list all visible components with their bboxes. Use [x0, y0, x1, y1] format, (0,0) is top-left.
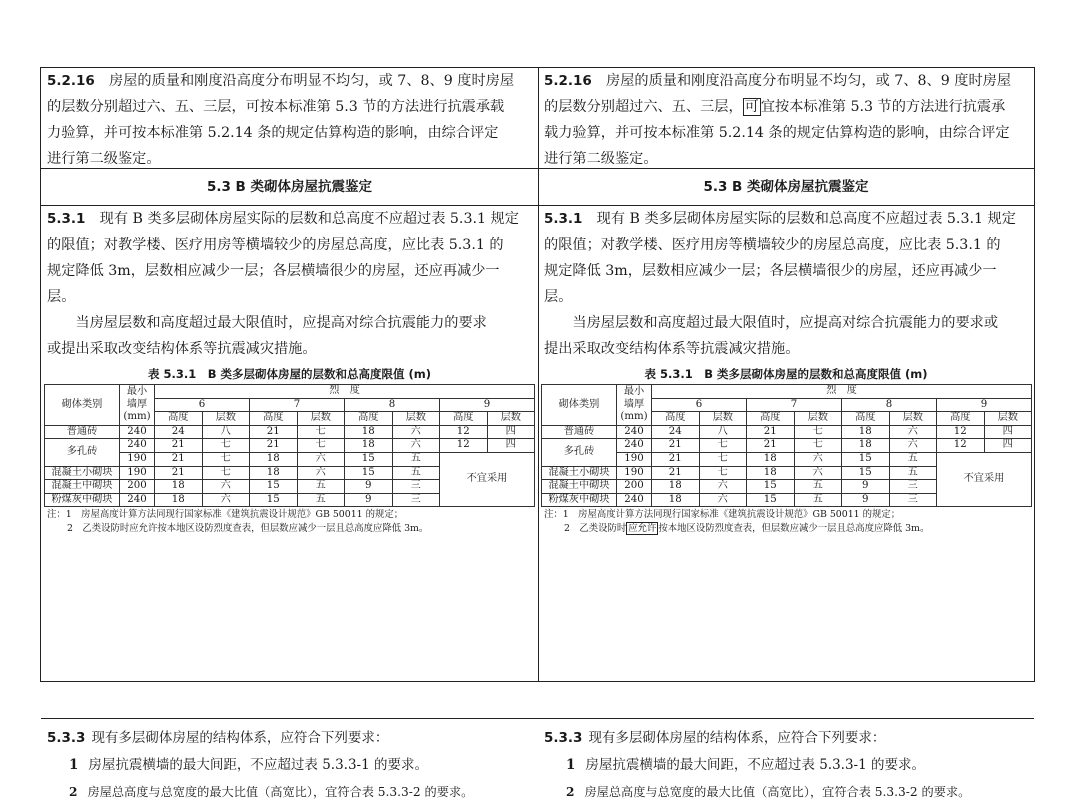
cell: 15	[747, 493, 795, 507]
table-row	[45, 439, 535, 453]
clause-number: 5.3.1	[544, 211, 583, 227]
right-column	[538, 68, 1034, 799]
text-line: 力验算，并可按本标准第 5.2.14 条的规定估算构造的影响，由综合评定	[47, 125, 499, 141]
cell: 六	[699, 493, 747, 507]
cell: 21	[652, 466, 700, 480]
clause-5-3-1	[538, 206, 1034, 310]
clause-5-2-16-cell	[538, 68, 1034, 169]
cell: 六	[202, 493, 250, 507]
cell: 18	[747, 466, 795, 480]
header-storeys: 层数	[297, 412, 345, 426]
cell: 五	[889, 466, 937, 480]
cell: 七	[202, 452, 250, 466]
clause-number: 5.2.16	[544, 73, 592, 89]
cell-wall: 240	[120, 493, 155, 507]
header-degree: 8	[345, 398, 440, 412]
cell: 21	[747, 439, 795, 453]
cell: 七	[297, 425, 345, 439]
text-line: 进行第二级鉴定。	[47, 151, 161, 167]
text-line: 规定降低 3m，层数相应减少一层；各层横墙很少的房屋，还应再减少一	[544, 263, 997, 279]
text-line: 宜按本标准第 5.3 节的方法进行抗震承	[760, 99, 1006, 115]
cell: 18	[652, 493, 700, 507]
revision-box: 应允许	[628, 522, 657, 534]
text-line: 现有 B 类多层砌体房屋实际的层数和总高度不应超过表 5.3.1 规定	[596, 211, 1016, 227]
cell: 18	[842, 425, 890, 439]
cell: 六	[699, 480, 747, 494]
cell: 三	[889, 480, 937, 494]
table-notes	[538, 507, 1034, 536]
header-storeys: 层数	[487, 412, 535, 426]
cell: 七	[794, 439, 842, 453]
cell: 12	[440, 425, 488, 439]
header-height: 高度	[937, 412, 985, 426]
section-title-cell	[41, 169, 538, 206]
text-line: 现有 B 类多层砌体房屋实际的层数和总高度不应超过表 5.3.1 规定	[99, 211, 519, 227]
comparison-table	[40, 67, 1035, 799]
cell: 七	[202, 439, 250, 453]
cell: 21	[652, 452, 700, 466]
text-line: 的限值；对教学楼、医疗用房等横墙较少的房屋总高度，应比表 5.3.1 的	[544, 237, 1001, 253]
cell-wall: 200	[617, 480, 652, 494]
text-line: 载力验算，并可按本标准第 5.2.14 条的规定估算构造的影响，由综合评定	[544, 125, 1010, 141]
cell-type: 粉煤灰中砌块	[542, 493, 617, 507]
text-line: 现有多层砌体房屋的结构体系，应符合下列要求：	[91, 730, 389, 746]
cell: 六	[297, 452, 345, 466]
cell: 八	[699, 425, 747, 439]
clause-5-3-1-cell	[538, 206, 1034, 799]
cell-type: 混凝土小砌块	[542, 466, 617, 480]
table-title: 表 5.3.1 B 类多层砌体房屋的层数和总高度限值 (m)	[147, 367, 431, 381]
cell: 12	[440, 439, 488, 453]
cell: 18	[652, 480, 700, 494]
header-storeys: 层数	[794, 412, 842, 426]
cell: 四	[487, 425, 535, 439]
table-row	[45, 425, 535, 439]
header-min-wall: 最小 墙厚 (mm)	[120, 385, 155, 426]
cell: 五	[392, 452, 440, 466]
cell: 12	[937, 439, 985, 453]
header-degree: 7	[250, 398, 345, 412]
revision-box: 可	[744, 99, 759, 115]
cell-type: 混凝土中砌块	[45, 480, 120, 494]
clause-number: 5.2.16	[47, 73, 95, 89]
limits-table	[44, 384, 535, 507]
cell: 三	[392, 480, 440, 494]
header-min-wall: 最小 墙厚 (mm)	[617, 385, 652, 426]
clause-number: 5.3.1	[47, 211, 86, 227]
cell: 9	[345, 480, 393, 494]
cell: 21	[155, 439, 203, 453]
text-line: 房屋抗震横墙的最大间距，不应超过表 5.3.3-1 的要求。	[585, 757, 925, 773]
clause-5-3-1-paragraph-2	[41, 310, 538, 362]
note-2: 2 乙类设防时应允许按本地区设防烈度查表，但层数应减少一层且总高度应降低 3m。	[67, 522, 429, 534]
header-degree: 6	[155, 398, 250, 412]
cell: 六	[889, 425, 937, 439]
cell-wall: 190	[617, 466, 652, 480]
cell: 15	[345, 466, 393, 480]
cell: 六	[794, 452, 842, 466]
cell: 五	[794, 493, 842, 507]
cell: 18	[155, 493, 203, 507]
cell: 三	[392, 493, 440, 507]
cell: 六	[392, 439, 440, 453]
cell: 五	[794, 480, 842, 494]
header-storeys: 层数	[889, 412, 937, 426]
table-row	[542, 425, 1032, 439]
header-height: 高度	[250, 412, 298, 426]
item-number: 2	[566, 785, 575, 799]
text-line: 房屋的质量和刚度沿高度分布明显不均匀，或 7、8、9 度时房屋	[109, 73, 515, 89]
item-number: 2	[69, 785, 78, 799]
cell-type: 混凝土小砌块	[45, 466, 120, 480]
table-title: 表 5.3.1 B 类多层砌体房屋的层数和总高度限值 (m)	[644, 367, 928, 381]
cell: 18	[747, 452, 795, 466]
cell: 四	[984, 439, 1032, 453]
cell: 七	[297, 439, 345, 453]
clause-5-3-3	[41, 718, 538, 806]
header-degree: 9	[937, 398, 1032, 412]
cell: 18	[842, 439, 890, 453]
cell: 21	[155, 452, 203, 466]
section-title: 5.3 B 类砌体房屋抗震鉴定	[206, 179, 373, 195]
cell: 21	[747, 425, 795, 439]
header-intensity: 烈 度	[155, 385, 535, 399]
cell: 六	[297, 466, 345, 480]
text-line: 层。	[47, 289, 76, 305]
cell-wall: 190	[617, 452, 652, 466]
clause-5-2-16	[538, 68, 1034, 172]
clause-5-3-1	[41, 206, 538, 310]
cell: 八	[202, 425, 250, 439]
cell: 七	[699, 439, 747, 453]
text-line: 房屋抗震横墙的最大间距，不应超过表 5.3.3-1 的要求。	[88, 757, 428, 773]
cell: 七	[202, 466, 250, 480]
header-height: 高度	[345, 412, 393, 426]
text-line: 的层数分别超过六、五、三层，	[544, 99, 743, 115]
header-height: 高度	[747, 412, 795, 426]
header-storeys: 层数	[202, 412, 250, 426]
cell: 四	[487, 439, 535, 453]
cell: 七	[794, 425, 842, 439]
cell: 四	[984, 425, 1032, 439]
cell: 三	[889, 493, 937, 507]
section-title: 5.3 B 类砌体房屋抗震鉴定	[703, 179, 869, 195]
cell: 18	[250, 466, 298, 480]
cell: 15	[250, 493, 298, 507]
header-degree: 9	[440, 398, 535, 412]
cell: 五	[392, 466, 440, 480]
item-number: 1	[566, 757, 576, 773]
text-line: 层。	[544, 289, 573, 305]
cell: 五	[297, 493, 345, 507]
cell-wall: 240	[617, 439, 652, 453]
cell: 9	[345, 493, 393, 507]
clause-5-3-1-paragraph-2	[538, 310, 1034, 362]
text-line: 或提出采取改变结构体系等抗震减灾措施。	[47, 341, 317, 357]
cell: 9	[842, 480, 890, 494]
text-line: 房屋的质量和刚度沿高度分布明显不均匀，或 7、8、9 度时房屋	[606, 73, 1012, 89]
text-line: 房屋总高度与总宽度的最大比值（高宽比），宜符合表 5.3.3-2 的要求。	[87, 785, 474, 799]
cell: 15	[842, 452, 890, 466]
cell: 21	[155, 466, 203, 480]
cell: 15	[250, 480, 298, 494]
header-storeys: 层数	[392, 412, 440, 426]
cell-wall: 240	[120, 425, 155, 439]
header-degree: 8	[842, 398, 937, 412]
clause-5-3-3	[538, 718, 1034, 806]
header-degree: 7	[747, 398, 842, 412]
cell: 七	[699, 452, 747, 466]
cell-type: 粉煤灰中砌块	[45, 493, 120, 507]
cell-wall: 200	[120, 480, 155, 494]
header-height: 高度	[652, 412, 700, 426]
cell: 六	[392, 425, 440, 439]
clause-5-2-16-cell	[41, 68, 538, 169]
cell-wall: 190	[120, 466, 155, 480]
cell: 21	[652, 439, 700, 453]
cell: 15	[747, 480, 795, 494]
cell-type: 混凝土中砌块	[542, 480, 617, 494]
item-number: 1	[69, 757, 79, 773]
cell: 六	[889, 439, 937, 453]
cell: 七	[699, 466, 747, 480]
cell-wall: 240	[120, 439, 155, 453]
header-height: 高度	[440, 412, 488, 426]
cell: 21	[250, 425, 298, 439]
text-line: 提出采取改变结构体系等抗震减灾措施。	[544, 341, 800, 357]
cell-type: 普通砖	[45, 425, 120, 439]
text-line: 的限值；对教学楼、医疗用房等横墙较少的房屋总高度，应比表 5.3.1 的	[47, 237, 504, 253]
table-notes	[41, 507, 538, 536]
table-row	[542, 439, 1032, 453]
cell-wall: 190	[120, 452, 155, 466]
cell: 24	[652, 425, 700, 439]
header-storeys: 层数	[984, 412, 1032, 426]
cell-wall: 240	[617, 493, 652, 507]
text-line: 当房屋层数和高度超过最大限值时，应提高对综合抗震能力的要求或	[572, 315, 999, 331]
not-applicable-cell: 不宜采用	[937, 452, 1032, 506]
limits-table	[541, 384, 1032, 507]
note-1: 注：1 房屋高度计算方法同现行国家标准《建筑抗震设计规范》GB 50011 的规定；	[544, 509, 901, 521]
cell: 24	[155, 425, 203, 439]
cell: 18	[250, 452, 298, 466]
cell-type: 多孔砖	[542, 439, 617, 466]
clause-number: 5.3.3	[47, 730, 86, 746]
not-applicable-cell: 不宜采用	[440, 452, 535, 506]
note-1: 注：1 房屋高度计算方法同现行国家标准《建筑抗震设计规范》GB 50011 的规定；	[47, 509, 404, 521]
cell: 六	[202, 480, 250, 494]
header-type: 砌体类别	[45, 385, 120, 426]
cell: 五	[889, 452, 937, 466]
clause-number: 5.3.3	[544, 730, 583, 746]
cell: 21	[250, 439, 298, 453]
cell: 六	[794, 466, 842, 480]
text-line: 房屋总高度与总宽度的最大比值（高宽比），宜符合表 5.3.3-2 的要求。	[584, 785, 971, 799]
cell: 15	[842, 466, 890, 480]
cell: 五	[297, 480, 345, 494]
cell: 15	[345, 452, 393, 466]
cell: 18	[155, 480, 203, 494]
cell: 18	[345, 425, 393, 439]
header-type: 砌体类别	[542, 385, 617, 426]
text-line: 进行第二级鉴定。	[544, 151, 658, 167]
clause-5-3-1-cell	[41, 206, 538, 799]
header-height: 高度	[155, 412, 203, 426]
header-intensity: 烈 度	[652, 385, 1032, 399]
section-title-cell	[538, 169, 1034, 206]
cell: 18	[345, 439, 393, 453]
left-column	[41, 68, 539, 799]
text-line: 规定降低 3m，层数相应减少一层；各层横墙很少的房屋，还应再减少一	[47, 263, 500, 279]
text-line: 的层数分别超过六、五、三层，可按本标准第 5.3 节的方法进行抗震承载	[47, 99, 505, 115]
note-2: 2 乙类设防时 应允许 按本地区设防烈度查表，但层数应减少一层且总高度应降低 3m。	[564, 522, 930, 534]
cell: 9	[842, 493, 890, 507]
text-line: 当房屋层数和高度超过最大限值时，应提高对综合抗震能力的要求	[75, 315, 487, 331]
header-storeys: 层数	[699, 412, 747, 426]
cell-type: 普通砖	[542, 425, 617, 439]
clause-5-2-16	[41, 68, 538, 172]
header-degree: 6	[652, 398, 747, 412]
cell-wall: 240	[617, 425, 652, 439]
text-line: 现有多层砌体房屋的结构体系，应符合下列要求：	[588, 730, 886, 746]
cell: 12	[937, 425, 985, 439]
cell-type: 多孔砖	[45, 439, 120, 466]
header-height: 高度	[842, 412, 890, 426]
